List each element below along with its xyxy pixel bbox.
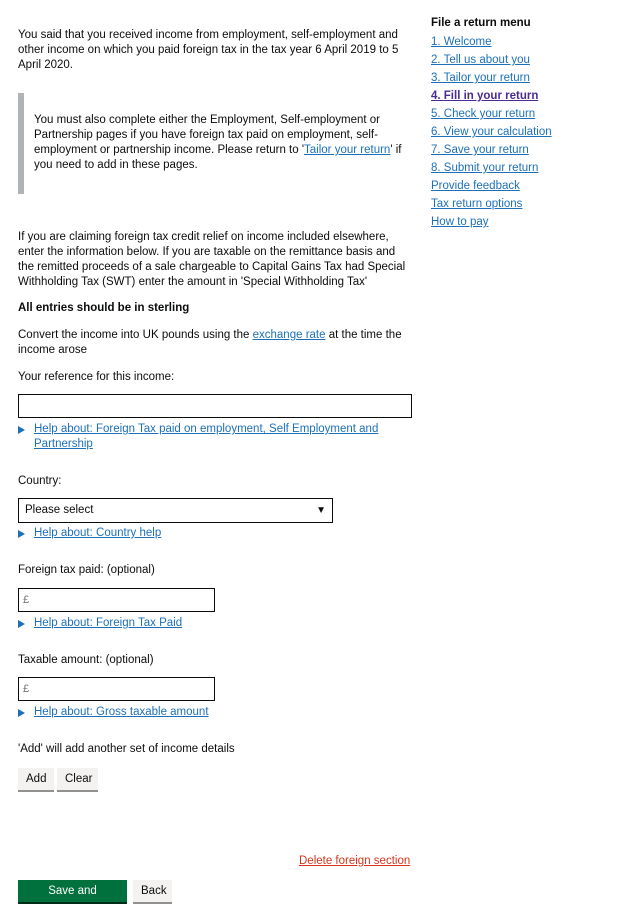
reference-input[interactable]	[18, 394, 412, 418]
country-help-link[interactable]: Help about: Country help	[34, 527, 162, 539]
disclosure-triangle-icon	[18, 620, 25, 628]
reference-help-link[interactable]: Help about: Foreign Tax paid on employment, Self Employment and Partnership	[34, 423, 379, 450]
foreign-tax-help-link[interactable]: Help about: Foreign Tax Paid	[34, 617, 183, 629]
add-note: 'Add' will add another set of income details	[18, 743, 235, 755]
tailor-return-link[interactable]: Tailor your return	[304, 144, 391, 156]
file-return-menu	[431, 16, 611, 233]
clear-button[interactable]: Clear	[57, 768, 98, 792]
country-select[interactable]	[18, 498, 333, 523]
menu-item-fill-in-your-return[interactable]: 4. Fill in your return	[431, 90, 539, 102]
menu-item-how-to-pay[interactable]: How to pay	[431, 216, 489, 228]
foreign-tax-help[interactable]	[18, 616, 398, 631]
sterling-heading: All entries should be in sterling	[18, 302, 190, 314]
menu-item-save-your-return[interactable]: 7. Save your return	[431, 144, 529, 156]
foreign-tax-label: Foreign tax paid: (optional)	[18, 564, 155, 576]
menu-item-tailor-your-return[interactable]: 3. Tailor your return	[431, 72, 530, 84]
exchange-rate-link[interactable]: exchange rate	[252, 329, 326, 341]
convert-text: Convert the income into UK pounds using the exchange rate at the time the income arose	[18, 329, 402, 356]
menu-item-check-your-return[interactable]: 5. Check your return	[431, 108, 536, 120]
taxable-amount-help-link[interactable]: Help about: Gross taxable amount	[34, 706, 209, 718]
disclosure-triangle-icon	[18, 426, 25, 434]
dropdown-arrow-icon: ▼	[316, 505, 326, 516]
taxable-amount-help[interactable]	[18, 705, 398, 720]
disclosure-triangle-icon	[18, 709, 25, 717]
intro-text: You said that you received income from employment, self-employment and other income on which you paid foreign tax in the tax year 6 April 2019 to 5 April 2020.	[18, 29, 399, 71]
menu-item-provide-feedback[interactable]: Provide feedback	[431, 180, 520, 192]
menu-item-submit-your-return[interactable]: 8. Submit your return	[431, 162, 539, 174]
delete-foreign-section-link[interactable]: Delete foreign section	[299, 855, 411, 867]
inset-notice	[18, 93, 410, 194]
foreign-tax-input[interactable]	[18, 588, 215, 612]
reference-label: Your reference for this income:	[18, 371, 175, 383]
menu-list	[431, 35, 611, 233]
back-button[interactable]: Back	[133, 880, 172, 904]
country-help[interactable]	[18, 526, 398, 541]
menu-item-tell-us-about-you[interactable]: 2. Tell us about you	[431, 54, 530, 66]
add-button[interactable]: Add	[18, 768, 54, 792]
taxable-amount-input[interactable]	[18, 677, 215, 701]
country-selected-value: Please select	[25, 504, 94, 516]
save-continue-button[interactable]: Save and continue	[18, 880, 127, 904]
country-label: Country:	[18, 475, 62, 487]
menu-item-view-your-calculation[interactable]: 6. View your calculation	[431, 126, 552, 138]
claim-text: If you are claiming foreign tax credit relief on income included elsewhere, enter the information below. If you are taxable on the remittance basis and the remitted proceeds of a sale chargeable to Capital Gains Tax had Special Withholding Tax (SWT) enter the amount in 'Special Withholding Tax'	[18, 231, 406, 288]
reference-help[interactable]	[18, 422, 398, 452]
disclosure-triangle-icon	[18, 530, 25, 538]
menu-title: File a return menu	[431, 17, 531, 29]
inset-text: You must also complete either the Employment, Self-employment or Partnership pages if you have foreign tax paid on employment, self-employment or partnership income. Please return to 'Tailor your return' if you need to add in these pages.	[34, 114, 402, 171]
menu-item-tax-return-options[interactable]: Tax return options	[431, 198, 523, 210]
menu-item-welcome[interactable]: 1. Welcome	[431, 36, 492, 48]
taxable-amount-label: Taxable amount: (optional)	[18, 654, 154, 666]
